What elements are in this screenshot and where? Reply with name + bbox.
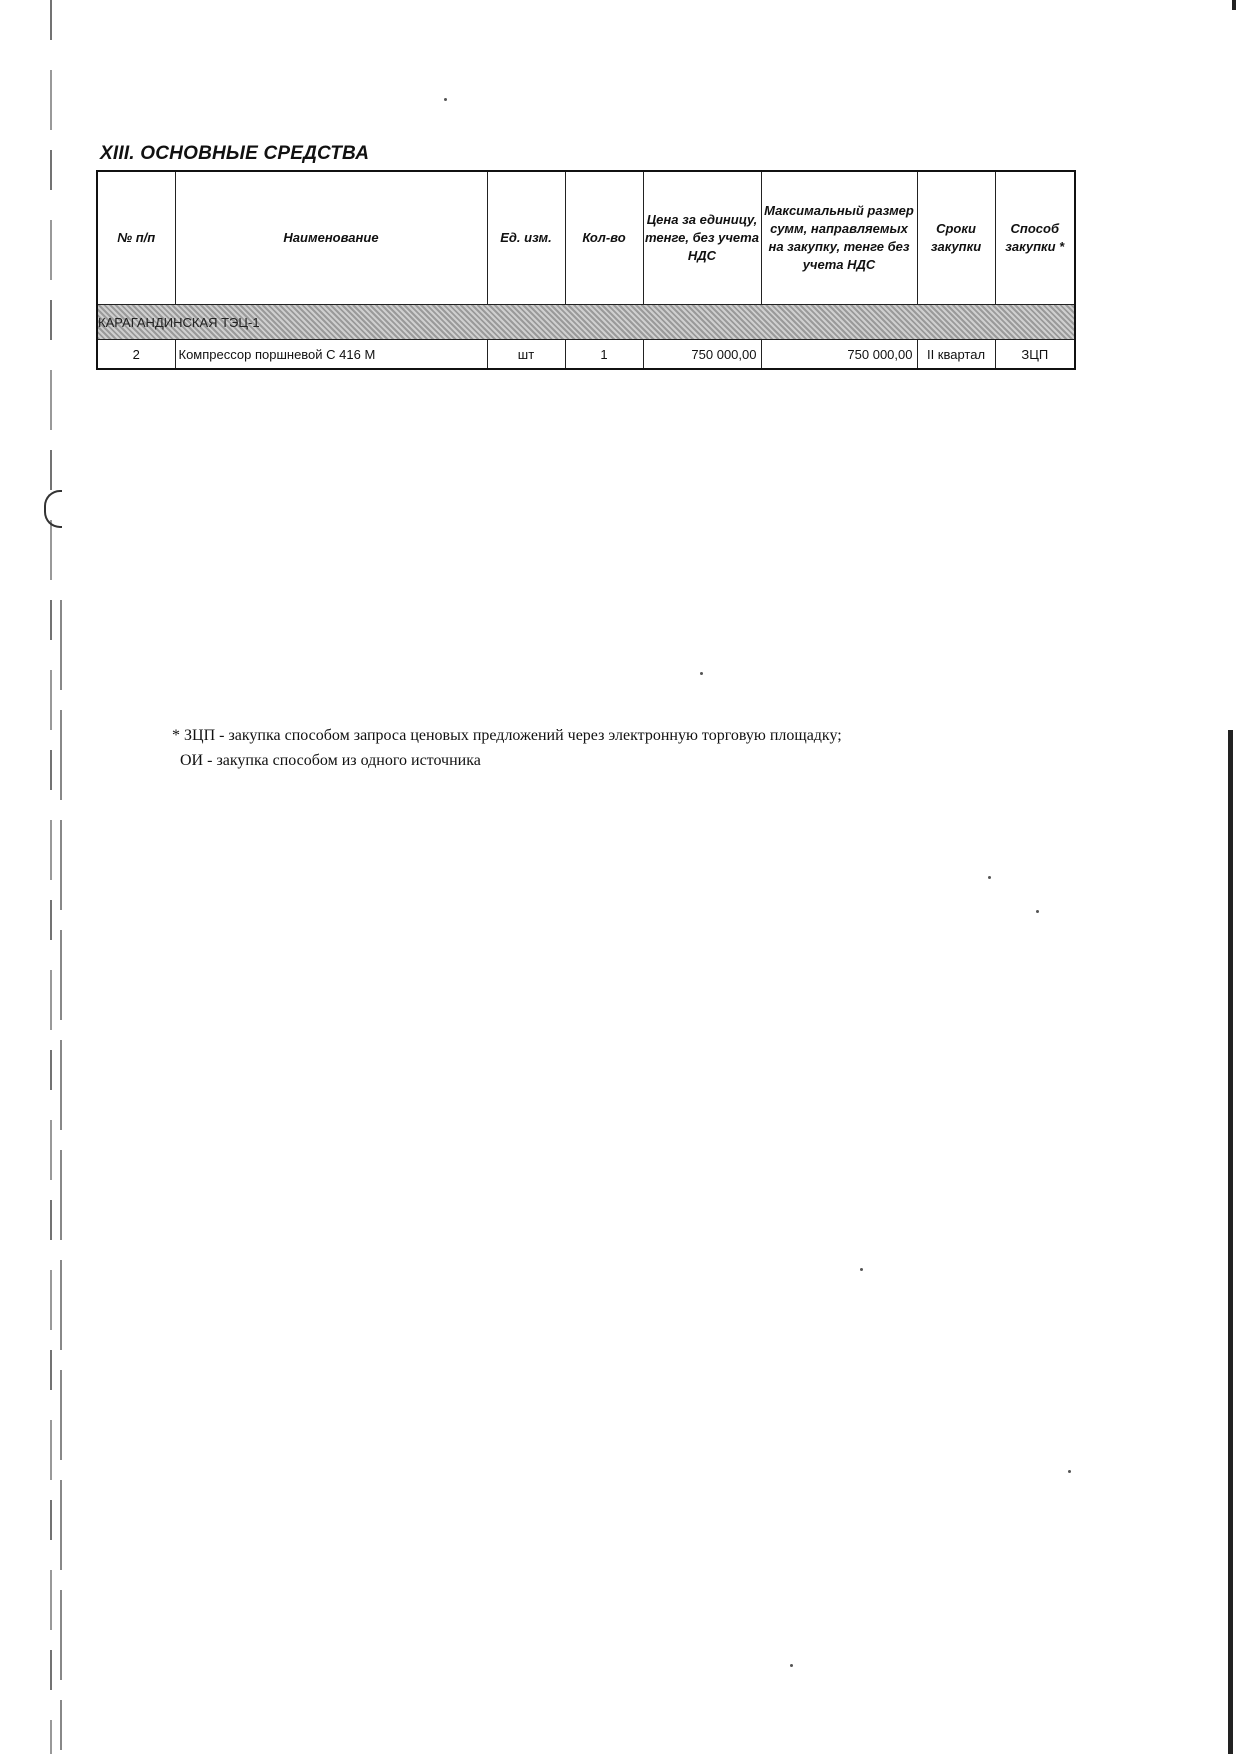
header-cell-qty: Кол-во xyxy=(565,171,643,305)
scan-edge-right xyxy=(1228,730,1233,1754)
section-title: XIII. ОСНОВНЫЕ СРЕДСТВА xyxy=(100,143,370,164)
footnote-line-1: * ЗЦП - закупка способом запроса ценовых предложений через электронную торговую площадку; xyxy=(172,727,842,744)
scan-dust xyxy=(444,98,447,101)
header-cell-max-sum: Максимальный размер сумм, направляемых на закупку, тенге без учета НДС xyxy=(761,171,917,305)
cell-price: 750 000,00 xyxy=(643,340,761,370)
cell-name: Компрессор поршневой С 416 М xyxy=(175,340,487,370)
group-label-text: КАРАГАНДИНСКАЯ ТЭЦ-1 xyxy=(98,314,260,330)
cell-qty: 1 xyxy=(565,340,643,370)
cell-max-sum: 750 000,00 xyxy=(761,340,917,370)
footnote xyxy=(172,723,842,773)
header-row xyxy=(97,171,1075,305)
scan-dust xyxy=(700,672,703,675)
scan-bracket-mark xyxy=(44,490,62,528)
scan-edge-left xyxy=(50,0,52,1754)
cell-unit: шт xyxy=(487,340,565,370)
cell-term: II квартал xyxy=(917,340,995,370)
cell-num: 2 xyxy=(97,340,175,370)
scan-edge-right-top xyxy=(1232,0,1236,10)
scan-dust xyxy=(790,1664,793,1667)
footnote-line-2: ОИ - закупка способом из одного источника xyxy=(180,752,481,769)
header-cell-price: Цена за единицу, тенге, без учета НДС xyxy=(643,171,761,305)
scan-dust xyxy=(860,1268,863,1271)
scan-dust xyxy=(1068,1470,1071,1473)
header-cell-unit: Ед. изм. xyxy=(487,171,565,305)
header-cell-name: Наименование xyxy=(175,171,487,305)
scan-dust xyxy=(988,876,991,879)
header-cell-method: Способ закупки * xyxy=(995,171,1075,305)
cell-method: ЗЦП xyxy=(995,340,1075,370)
scan-dust xyxy=(1036,910,1039,913)
group-label xyxy=(97,305,1075,340)
header-cell-term: Сроки закупки xyxy=(917,171,995,305)
header-cell-num: № п/п xyxy=(97,171,175,305)
group-row xyxy=(97,305,1075,340)
fixed-assets-table xyxy=(96,170,1076,370)
scan-edge-left-secondary xyxy=(60,600,62,1750)
table-row xyxy=(97,340,1075,370)
